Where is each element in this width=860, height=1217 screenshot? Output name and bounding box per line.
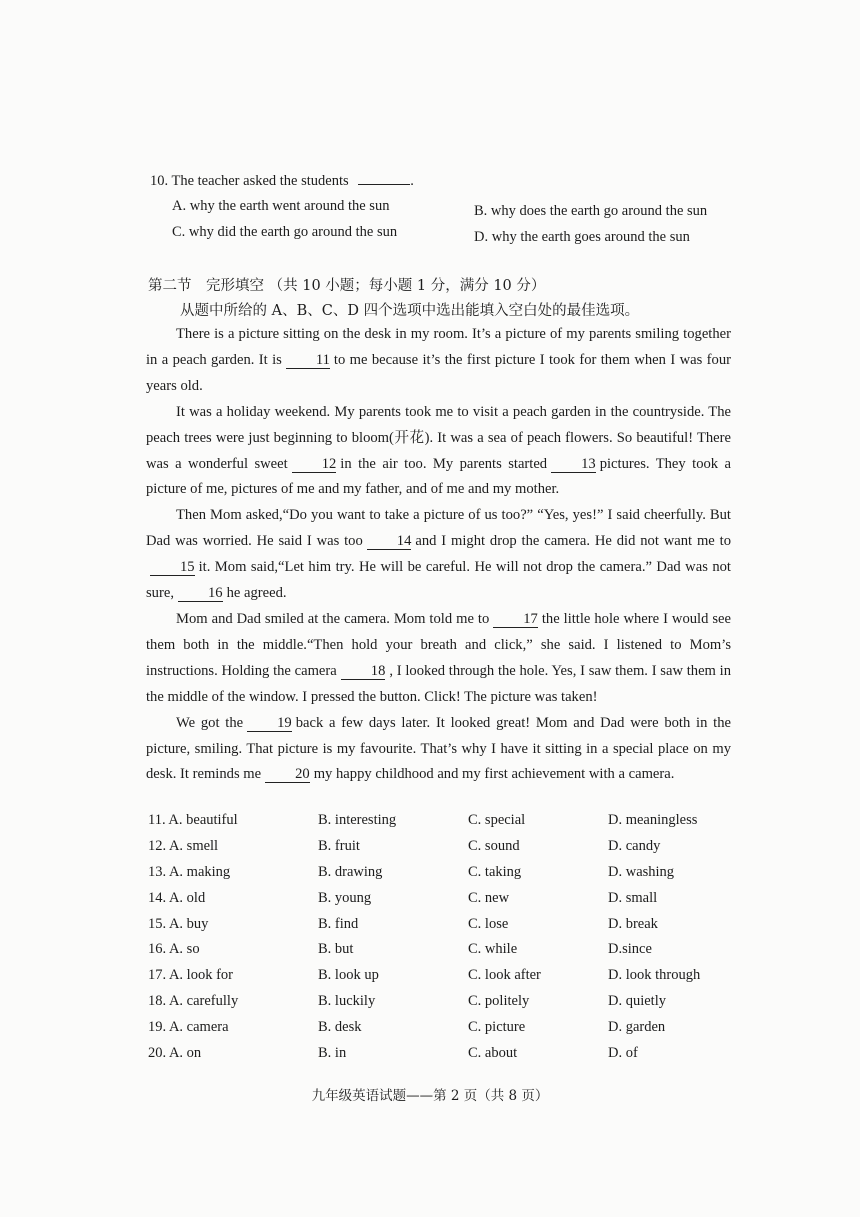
passage-paragraph-1: There is a picture sitting on the desk in my room. It’s a picture of my parents smiling together in a peach garden. It is 11 to me because it’s the first picture I took for them when I was four years old. — [146, 326, 731, 394]
option-a: 19. A. camera — [148, 1019, 229, 1036]
option-row — [148, 941, 738, 967]
option-row — [148, 812, 738, 838]
option-row — [148, 916, 738, 942]
passage-paragraph-5: We got the 19 back a few days later. It looked great! Mom and Dad were both in the picture, smiling. That picture is my favourite. That’s why I have it sitting in a special place on my desk. It reminds me 20 my happy childhood and my first achievement with a camera. — [146, 714, 731, 783]
section-instruction: 从题中所给的 A、B、C、D 四个选项中选出能填入空白处的最佳选项。 — [180, 303, 640, 319]
option-c: C. sound — [468, 837, 520, 854]
option-row — [148, 1019, 738, 1045]
option-b: B. look up — [318, 967, 379, 984]
option-row — [148, 864, 738, 890]
passage-paragraph-4: Mom and Dad smiled at the camera. Mom told me to 17 the little hole where I would see them both in the middle.“Then hold your breath and click,” she said. I listened to Mom’s instructions. Holding the camera 18 , I looked through the hole. Yes, I saw them. I saw them in the middle of the window. I pressed the button. Click! The picture was taken! — [146, 610, 731, 705]
question-10-stem — [150, 170, 414, 190]
option-d: D. small — [608, 889, 658, 906]
passage-paragraph-3: Then Mom asked,“Do you want to take a picture of us too?” “Yes, yes!” I said cheerfully. But Dad was worried. He said I was too 14 and I might drop the camera. He did not want me to15 it. Mom said,“Let him try. He will be careful. He will not drop the camera.” Dad was not sure, 16 he agreed. — [146, 507, 731, 602]
option-c: C. picture — [468, 1019, 526, 1036]
blank-13: 13 — [551, 457, 596, 473]
option-b: B. in — [318, 1045, 347, 1062]
option-c: C. lose — [468, 915, 509, 932]
option-row — [148, 1045, 738, 1071]
option-row — [148, 838, 738, 864]
page-footer: 九年级英语试题——第 2 页（共 8 页） — [311, 1088, 549, 1104]
option-b: B. interesting — [318, 812, 397, 828]
blank-17: 17 — [493, 612, 538, 628]
blank-19: 19 — [247, 716, 292, 732]
question-10-option-d: D. why the earth goes around the sun — [474, 229, 690, 245]
option-a: 11. A. beautiful — [148, 812, 238, 828]
option-b: B. fruit — [318, 837, 360, 854]
question-10-option-b: B. why does the earth go around the sun — [474, 203, 708, 219]
section-heading: 第二节 完形填空 （共 10 小题；每小题 1 分，满分 10 分） — [148, 278, 546, 294]
option-d: D. candy — [608, 837, 661, 854]
blank-11: 11 — [286, 353, 330, 369]
blank-12: 12 — [292, 457, 337, 473]
option-a: 17. A. look for — [148, 967, 233, 984]
option-d: D. of — [608, 1045, 638, 1062]
cloze-passage — [146, 322, 731, 788]
question-10-option-c: C. why did the earth go around the sun — [172, 224, 398, 240]
option-c: C. special — [468, 812, 526, 828]
blank-14: 14 — [367, 534, 412, 550]
option-a: 18. A. carefully — [148, 993, 239, 1010]
question-10-blank — [358, 170, 410, 185]
option-b: B. desk — [318, 1019, 362, 1036]
option-a: 12. A. smell — [148, 837, 219, 854]
option-a: 16. A. so — [148, 941, 200, 958]
answer-options — [148, 812, 738, 1071]
option-row — [148, 890, 738, 916]
option-c: C. look after — [468, 967, 541, 984]
option-b: B. drawing — [318, 863, 383, 880]
blank-20: 20 — [265, 767, 310, 783]
option-c: C. new — [468, 889, 510, 906]
option-d: D. garden — [608, 1019, 666, 1036]
blank-15: 15 — [150, 560, 195, 576]
option-c: C. while — [468, 941, 518, 958]
blank-18: 18 — [341, 664, 386, 680]
option-c: C. politely — [468, 993, 530, 1010]
option-d: D.since — [608, 941, 652, 958]
option-b: B. luckily — [318, 993, 376, 1010]
option-c: C. taking — [468, 863, 522, 880]
option-d: D. break — [608, 915, 658, 932]
option-c: C. about — [468, 1045, 518, 1062]
option-d: D. quietly — [608, 993, 666, 1010]
blank-16: 16 — [178, 586, 223, 602]
question-10-option-a: A. why the earth went around the sun — [172, 198, 390, 214]
option-b: B. find — [318, 915, 359, 932]
passage-paragraph-2: It was a holiday weekend. My parents took me to visit a peach garden in the countryside. The peach trees were just beginning to bloom(开花). It was a sea of peach flowers. So beautiful! There was a wonderful sweet 12 in the air too. My parents started 13 pictures. They took a picture of me, pictures of me and my father, and of me and my mother. — [146, 403, 732, 498]
option-a: 20. A. on — [148, 1045, 202, 1062]
option-b: B. but — [318, 941, 354, 958]
question-10-text: 10. The teacher asked the students — [150, 173, 349, 189]
option-a: 13. A. making — [148, 863, 231, 880]
option-a: 15. A. buy — [148, 915, 209, 932]
question-10-end: . — [410, 173, 414, 189]
option-d: D. washing — [608, 863, 675, 880]
option-a: 14. A. old — [148, 889, 206, 906]
option-d: D. look through — [608, 967, 701, 984]
option-d: D. meaningless — [608, 812, 698, 828]
option-b: B. young — [318, 889, 372, 906]
option-row — [148, 967, 738, 993]
option-row — [148, 993, 738, 1019]
